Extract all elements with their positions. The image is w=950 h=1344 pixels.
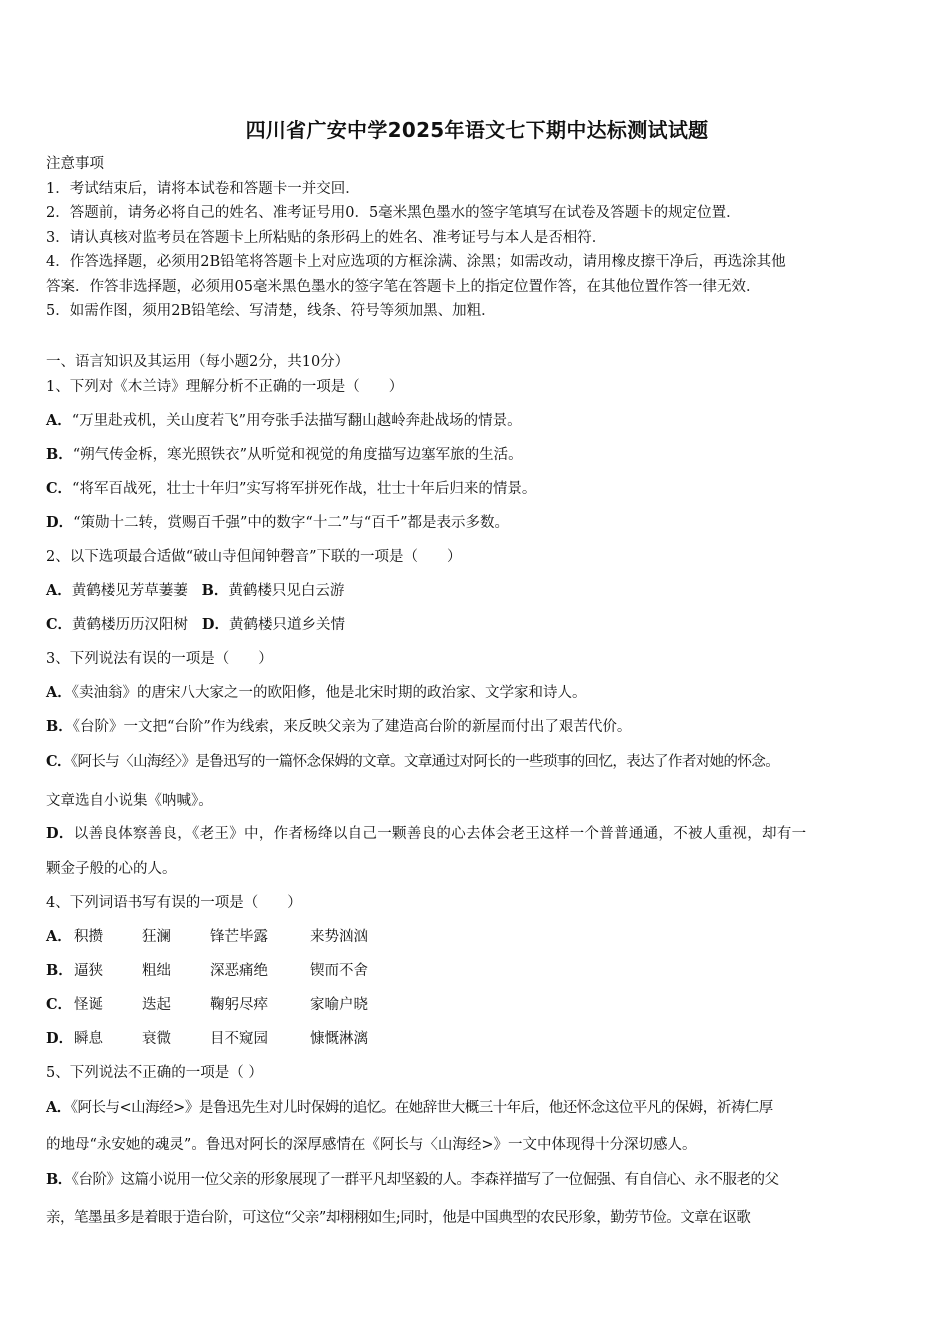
option-label: D． xyxy=(46,514,74,531)
word: 衰微 xyxy=(142,1031,171,1047)
option-label: C． xyxy=(46,996,73,1013)
question-4-option-b xyxy=(46,959,368,980)
word: 逼狭 xyxy=(74,963,103,979)
notice-item: 答案．作答非选择题，必须用05毫米黑色墨水的签字笔在答题卡上的指定位置作答，在其他位置作答一律无效． xyxy=(46,278,761,295)
word: 目不窥园 xyxy=(210,1031,268,1047)
option-text: 《台阶》这篇小说用一位父亲的形象展现了一群平凡却坚毅的人。李森祥描写了一位倔强、有自信心、永不服老的父 xyxy=(71,1172,779,1188)
notice-item: 2．答题前，请务必将自己的姓名、准考证号用0．5毫米黑色墨水的签字笔填写在试卷及答题卡的规定位置． xyxy=(46,205,741,221)
option-label: D． xyxy=(46,825,74,842)
word: 瞬息 xyxy=(74,1031,103,1047)
notice-item: 1．考试结束后，请将本试卷和答题卡一并交回． xyxy=(46,180,360,197)
option-text: 黄鹤楼见芳草萋萋 xyxy=(71,583,188,599)
question-3-stem: 3、下列说法有误的一项是（ ） xyxy=(46,651,273,667)
option-label: A． xyxy=(46,582,72,599)
option-label: C． xyxy=(46,480,73,497)
option-label: B． xyxy=(46,446,73,463)
question-3-option-d-cont: 颗金子般的心的人。 xyxy=(46,861,177,877)
question-3-option-c-cont: 文章选自小说集《呐喊》。 xyxy=(46,793,213,809)
question-5-option-a xyxy=(46,1096,773,1117)
option-label: D． xyxy=(46,1030,74,1047)
option-text: 以善良体察善良，《老王》中，作者杨绛以自己一颗善良的心去体会老王这样一个普普通通，不被人重视，却有一 xyxy=(73,826,807,842)
notice-heading: 注意事项 xyxy=(46,156,104,172)
option-label: B． xyxy=(46,962,73,979)
question-3-option-c xyxy=(46,750,779,771)
word: 怪诞 xyxy=(74,997,103,1013)
option-label: A． xyxy=(46,1099,71,1116)
option-label: B． xyxy=(201,582,229,599)
section-heading: 一、语言知识及其运用（每小题2分，共10分） xyxy=(46,354,350,370)
word: 锋芒毕露 xyxy=(210,929,268,945)
question-4-option-c xyxy=(46,993,368,1014)
option-label: C． xyxy=(46,616,73,633)
option-label: A． xyxy=(46,412,72,429)
word: 鞠躬尽瘁 xyxy=(210,997,268,1013)
question-3-option-d xyxy=(46,822,806,843)
question-1-stem: 1、下列对《木兰诗》理解分析不正确的一项是（ ） xyxy=(46,379,404,395)
notice-block xyxy=(46,152,908,324)
word: 家喻户晓 xyxy=(310,997,368,1013)
question-1-option-b xyxy=(46,443,523,464)
option-text: 《阿长与<山海经>》是鲁迅先生对儿时保姆的追忆。在她辞世大概三十年后，他还怀念这位平凡的保姆，祈祷仁厚 xyxy=(70,1100,773,1116)
question-2-stem: 2、以下选项最合适做“破山寺但闻钟磬音”下联的一项是（ ） xyxy=(46,549,462,565)
option-text: “万里赴戎机，关山度若飞”用夸张手法描写翻山越岭奔赴战场的情景。 xyxy=(71,413,522,429)
word: 来势汹汹 xyxy=(310,929,368,945)
question-3-option-b xyxy=(46,715,631,736)
option-label: B． xyxy=(46,1171,72,1188)
option-text: “将军百战死，壮士十年归”实写将军拼死作战，壮士十年后归来的情景。 xyxy=(72,481,537,497)
notice-item: 5．如需作图，须用2B铅笔绘、写清楚，线条、符号等须加黑、加粗． xyxy=(46,303,496,319)
option-text: 《台阶》一文把“台阶”作为线索，来反映父亲为了建造高台阶的新屋而付出了艰苦代价。 xyxy=(72,719,632,735)
page-title: 四川省广安中学2025年语文七下期中达标测试试题 xyxy=(245,118,709,142)
option-text: 黄鹤楼历历汉阳树 xyxy=(72,617,189,633)
word: 深恶痛绝 xyxy=(210,963,268,979)
question-2-options-ab xyxy=(46,579,344,600)
word: 狂澜 xyxy=(142,929,171,945)
question-3-option-a xyxy=(46,681,587,702)
question-5-stem: 5、下列说法不正确的一项是（ ） xyxy=(46,1065,263,1081)
word: 慷慨淋漓 xyxy=(310,1031,368,1047)
option-text: 《阿长与〈山海经〉》是鲁迅写的一篇怀念保姆的文章。文章通过对阿长的一些琐事的回忆，表达了作者对她的怀念。 xyxy=(70,754,780,770)
question-1-option-c xyxy=(46,477,536,498)
option-text: 《卖油翁》的唐宋八大家之一的欧阳修，他是北宋时期的政治家、文学家和诗人。 xyxy=(71,685,587,701)
word: 积攒 xyxy=(74,929,103,945)
question-5-option-b-cont: 亲，笔墨虽多是着眼于造台阶，可这位“父亲”却栩栩如生;同时，他是中国典型的农民形象，勤劳节俭。文章在讴歌 xyxy=(46,1210,751,1226)
option-text: “朔气传金柝，寒光照铁衣”从听觉和视觉的角度描写边塞军旅的生活。 xyxy=(72,447,523,463)
word: 粗绌 xyxy=(142,963,171,979)
option-label: C． xyxy=(46,753,71,770)
word: 迭起 xyxy=(142,997,171,1013)
notice-item: 4．作答选择题，必须用2B铅笔将答题卡上对应选项的方框涂满、涂黑；如需改动，请用橡皮擦干净后，再选涂其他 xyxy=(46,254,786,270)
question-4-option-d xyxy=(46,1027,368,1048)
option-label: A． xyxy=(46,928,72,945)
option-label: B． xyxy=(46,718,73,735)
option-text: 黄鹤楼只道乡关情 xyxy=(228,617,345,633)
question-1-option-d xyxy=(46,511,509,532)
notice-item: 3．请认真核对监考员在答题卡上所粘贴的条形码上的姓名、准考证号与本人是否相符． xyxy=(46,229,607,246)
question-5-option-b xyxy=(46,1168,779,1189)
question-5-option-a-cont: 的地母“永安她的魂灵”。鲁迅对阿长的深厚感情在《阿长与〈山海经>》一文中体现得十分深切感人。 xyxy=(46,1137,697,1153)
question-4-stem: 4、下列词语书写有误的一项是（ ） xyxy=(46,895,302,911)
option-text: “策勋十二转，赏赐百千强”中的数字“十二”与“百千”都是表示多数。 xyxy=(73,515,510,531)
question-4-option-a xyxy=(46,925,368,946)
word: 锲而不舍 xyxy=(310,963,368,979)
question-1-option-a xyxy=(46,409,522,430)
option-text: 黄鹤楼只见白云游 xyxy=(228,583,345,599)
option-label: A． xyxy=(46,684,72,701)
question-2-options-cd xyxy=(46,613,345,634)
option-label: D． xyxy=(201,616,229,633)
